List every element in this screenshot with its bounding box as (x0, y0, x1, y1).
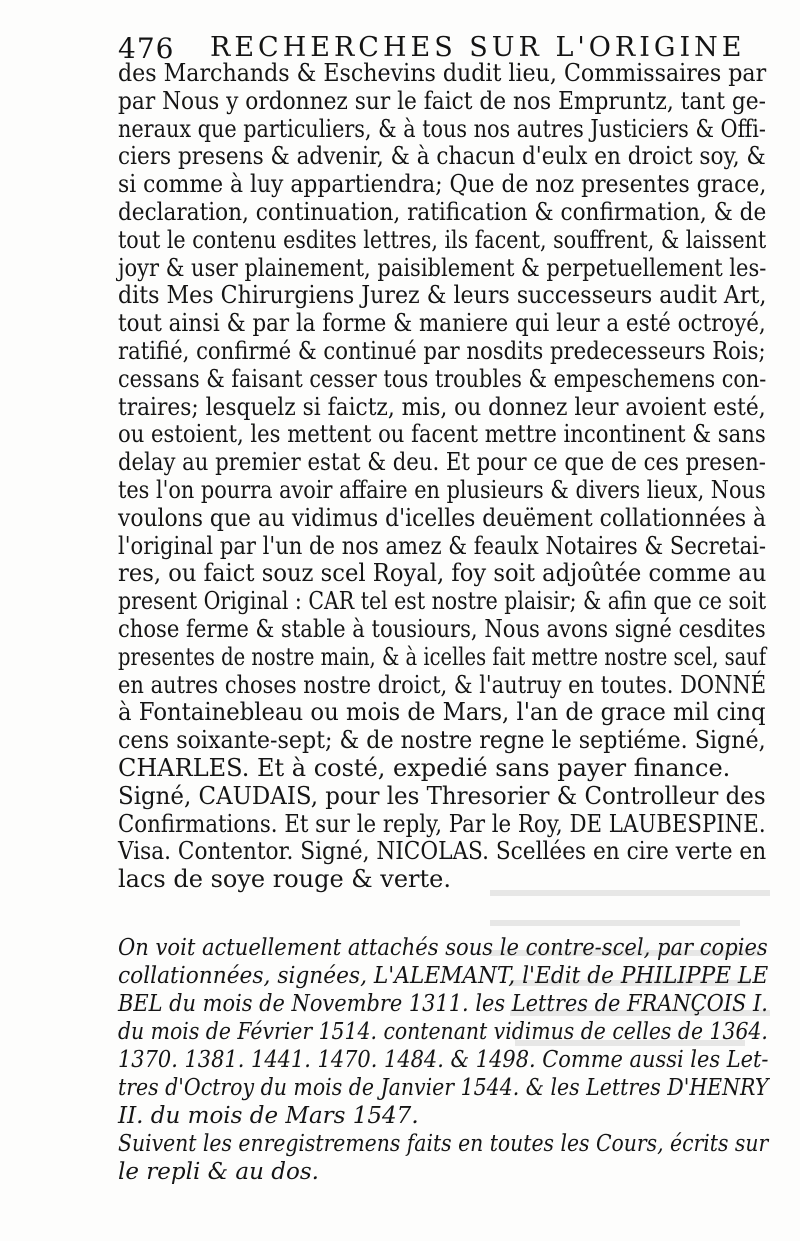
text-line: cessans & faisant cesser tous troubles & empeschemens con- (118, 364, 767, 393)
text-line: Confirmations. Et sur le reply, Par le Roy, DE LAUBESPINE. (118, 809, 766, 838)
text-line: lacs de soye rouge & verte. (118, 865, 451, 894)
running-title: RECHERCHES SUR L'ORIGINE (210, 32, 746, 63)
text-line: tout le contenu esdites lettres, ils facent, souffrent, & laissent (118, 225, 767, 254)
text-line: en autres choses nostre droict, & l'autruy en toutes. DONNÉ (118, 670, 767, 699)
note-line: le repli & au dos. (118, 1159, 319, 1185)
text-line: joyr & user plainement, paisiblement & perpetuellement les- (118, 253, 767, 282)
text-line: Visa. Contentor. Signé, NICOLAS. Scellées en cire verte en (118, 837, 767, 866)
note-line: Suivent les enregistremens faits en toutes les Cours, écrits sur (118, 1131, 769, 1157)
editorial-note (118, 934, 768, 1186)
main-text (118, 60, 766, 894)
text-line: chose ferme & stable à tousiours, Nous avons signé cesdites (118, 614, 766, 643)
text-line: ou estoient, les mettent ou facent mettre incontinent & sans (118, 420, 766, 449)
text-line: neraux que particuliers, & à tous nos autres Justiciers & Offi- (118, 114, 766, 143)
note-line: BEL du mois de Novembre 1311. les Lettres de FRANÇOIS I. (118, 991, 768, 1017)
note-line: du mois de Février 1514. contenant vidimus de celles de 1364. (118, 1019, 768, 1045)
text-line: l'original par l'un de nos amez & feaulx Notaires & Secretai- (118, 531, 767, 560)
text-line: à Fontainebleau ou mois de Mars, l'an de grace mil cinq (118, 698, 766, 727)
text-line: ratifié, confirmé & continué par nosdits predecesseurs Rois; (118, 336, 766, 365)
note-line: 1370. 1381. 1441. 1470. 1484. & 1498. Comme aussi les Let- (118, 1047, 769, 1073)
text-line: declaration, continuation, ratification & confirmation, & de (118, 197, 767, 226)
page-number: 476 (118, 32, 175, 65)
text-line: voulons que au vidimus d'icelles deuëment collationnées à (118, 503, 767, 532)
text-line: si comme à luy appartiendra; Que de noz presentes grace, (118, 170, 767, 199)
text-line: Signé, CAUDAIS, pour les Thresorier & Controlleur des (118, 781, 766, 810)
text-line: res, ou faict souz scel Royal, foy soit adjoûtée comme au (118, 559, 767, 588)
text-line: traires; lesquelz si faictz, mis, ou donnez leur avoient esté, (118, 392, 766, 421)
text-line: present Original : CAR tel est nostre plaisir; & afin que ce soit (118, 587, 767, 616)
note-line: tres d'Octroy du mois de Janvier 1544. & les Lettres D'HENRY (118, 1075, 769, 1101)
note-line: II. du mois de Mars 1547. (118, 1103, 419, 1129)
text-line: delay au premier estat & deu. Et pour ce que de ces presen- (118, 448, 766, 477)
text-line: par Nous y ordonnez sur le faict de nos Empruntz, tant ge- (118, 86, 766, 115)
text-line: des Marchands & Eschevins dudit lieu, Commissaires par (118, 59, 767, 87)
text-line: tout ainsi & par la forme & maniere qui leur a esté octroyé, (118, 309, 766, 338)
text-line: dits Mes Chirurgiens Jurez & leurs successeurs audit Art, (118, 281, 767, 310)
text-line: ciers presens & advenir, & à chacun d'eulx en droict soy, & (118, 142, 766, 171)
text-line: cens soixante-sept; & de nostre regne le septiéme. Signé, (118, 726, 766, 755)
note-line: On voit actuellement attachés sous le contre-scel, par copies (118, 935, 768, 961)
note-line: collationnées, signées, L'ALEMANT, l'Edit de PHILIPPE LE (118, 963, 769, 989)
text-line: presentes de nostre main, & à icelles fait mettre nostre scel, sauf (118, 642, 767, 671)
text-line: CHARLES. Et à costé, expedié sans payer finance. (118, 753, 731, 782)
text-line: tes l'on pourra avoir affaire en plusieurs & divers lieux, Nous (118, 475, 766, 504)
